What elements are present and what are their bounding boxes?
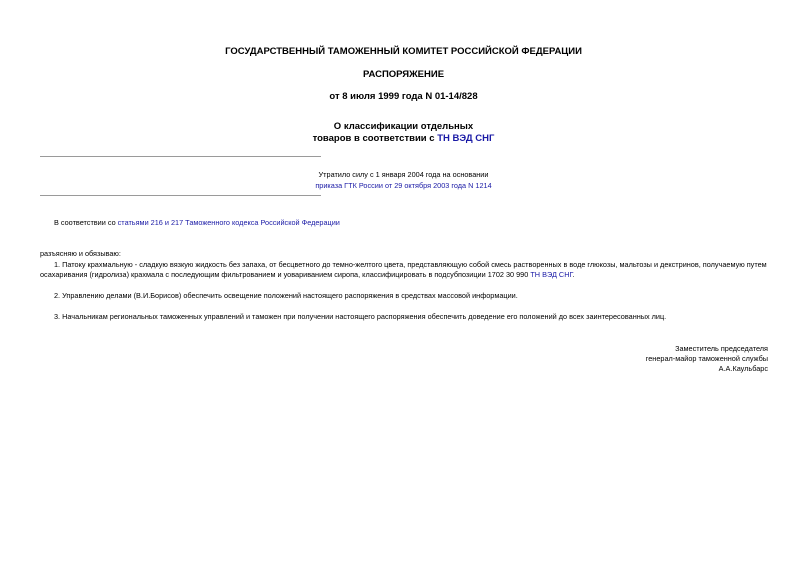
- signatory-rank: генерал-майор таможенной службы: [645, 354, 768, 363]
- legal-basis-text: В соответствии со: [54, 218, 118, 227]
- subject-line-2: [0, 133, 807, 145]
- tn-ved-link[interactable]: ТН ВЭД СНГ: [437, 133, 495, 144]
- item-1-text: осахаривания (гидролиза) крахмала с последующим фильтрованием и уовариванием сиропа, классифицировать в подсубпозиции 1702 30 990: [40, 270, 531, 279]
- item-1-line-2: [40, 269, 575, 280]
- item-1-line-1: 1. Патоку крахмальную - сладкую вязкую жидкость без запаха, от бесцветного до темно-желтого цвета, представляющую собой смесь растворенных в воде глюкозы, мальтозы и декстринов, получаемую путем: [54, 260, 767, 269]
- divider-bottom: [40, 195, 321, 196]
- signatory-name: А.А.Каульбарс: [718, 364, 768, 373]
- divider-top: [40, 156, 321, 157]
- customs-code-link[interactable]: статьями 216 и 217 Таможенного кодекса Российской Федерации: [117, 218, 340, 227]
- subject-line-1: О классификации отдельных: [333, 121, 474, 132]
- document-subject: [0, 121, 807, 145]
- item-3: 3. Начальникам региональных таможенных управлений и таможен при получении настоящего распоряжения обеспечить доведение его положений до всех заинтересованных лиц.: [54, 312, 667, 321]
- item-1-period: .: [572, 270, 575, 279]
- item-1-tn-ved-link[interactable]: ТН ВЭД СНГ: [530, 270, 573, 279]
- legal-basis-paragraph: [54, 217, 340, 228]
- document-type: РАСПОРЯЖЕНИЕ: [362, 69, 445, 80]
- issuing-organization: ГОСУДАРСТВЕННЫЙ ТАМОЖЕННЫЙ КОМИТЕТ РОССИЙСКОЙ ФЕДЕРАЦИИ: [225, 46, 582, 57]
- document-date-number: от 8 июля 1999 года N 01-14/828: [329, 91, 478, 102]
- repeal-order-link[interactable]: приказа ГТК России от 29 октября 2003 года N 1214: [315, 181, 492, 190]
- item-2: 2. Управлению делами (В.И.Борисов) обеспечить освещение положений настоящего распоряжения в средствах массовой информации.: [54, 291, 518, 300]
- directive-intro: разъясняю и обязываю:: [40, 249, 121, 258]
- repeal-notice: Утратило силу с 1 января 2004 года на основании: [318, 170, 489, 179]
- repeal-notice-reference: [0, 180, 807, 191]
- signatory-title: Заместитель председателя: [675, 344, 768, 353]
- subject-line-2-text: товаров в соответствии с: [312, 133, 438, 144]
